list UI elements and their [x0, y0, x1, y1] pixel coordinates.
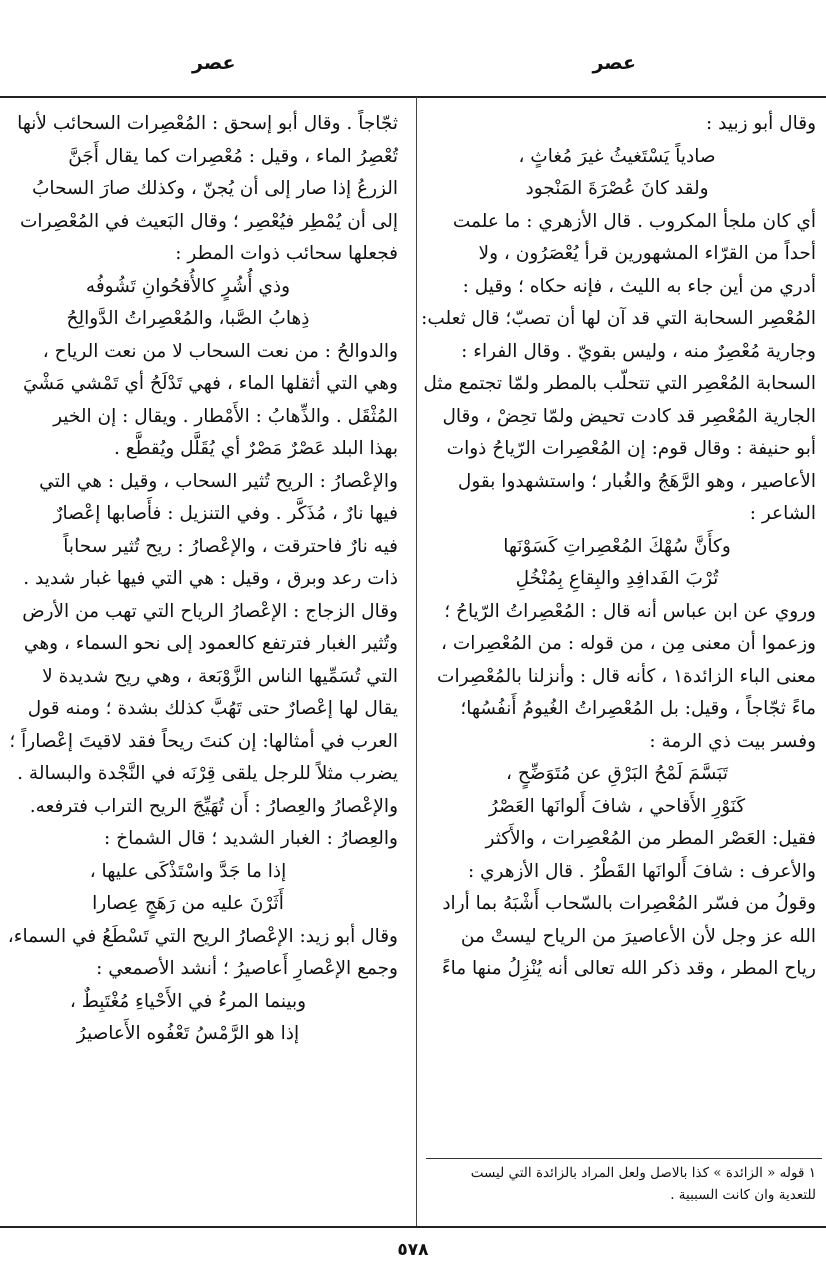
text-line: أحداً من القرّاء المشهورين قرأ يُعْصَرُون ، ولا	[478, 243, 816, 264]
verse-line: ولقد كانَ عُصْرَةَ المَنْجود	[525, 178, 709, 199]
verse-line: ذِهابُ الصَّبا، والمُعْصِراتُ الدَّوالِحُ	[66, 308, 310, 329]
left-column	[0, 108, 398, 1051]
text-line: وقولُ من فسّر المُعْصِرات بالسّحاب أَشْبَهُ بما أراد	[442, 893, 816, 914]
text-line: الزرعُ إذا صار إلى أن يُجنّ ، وكذلك صارَ السحابُ	[32, 178, 398, 199]
verse-line: أَثَرْنَ عليه من رَهَجٍ عِصارا	[92, 893, 284, 914]
column-divider	[416, 97, 417, 1227]
text-line: الشاعر :	[749, 503, 816, 524]
text-line: وجارية مُعْصِرٌ منه ، وليس بقويّ . وقال الفراء :	[461, 340, 816, 362]
text-line: الله عز وجل لأن الأعاصيرَ من الرياح ليستْ من	[460, 925, 816, 947]
verse-line: تَبَسَّمَ لَمْحُ البَرْقِ عن مُتَوَضِّحٍ ،	[506, 763, 728, 784]
text-line: معنى الباء الزائدة١ ، كأنه قال : وأنزلنا بالمُعْصِرات	[437, 665, 816, 687]
text-line: فيها نارٌ ، مُذَكَّر . وفي التنزيل : فأَصابها إعْصارٌ	[53, 503, 398, 524]
text-line: ١ قوله « الزائدة » كذا بالاصل ولعل المراد بالزائدة التي ليست	[470, 1165, 816, 1181]
text-line: السحابة المُعْصِر التي تتحلّب بالمطر ولمّا تجتمع مثل	[423, 373, 816, 394]
text-line: فيه نارٌ فاحترقت ، والإعْصارُ : ريح تُثير سحاباً	[63, 535, 398, 557]
text-line: فجعلها سحائب ذوات المطر :	[175, 243, 398, 264]
text-line: والأعرف : شافَ أَلوانَها القَطْرُ . قال الأزهري :	[467, 860, 816, 882]
right-column	[418, 108, 816, 986]
verse-line: وذي أُشُرٍ كالأُقحُوانِ تَشُوفُه	[85, 275, 291, 297]
text-line: ذات رعد وبرق ، وقيل : هي التي فيها غبار شديد .	[23, 568, 398, 589]
text-line: تُعْصِرُ الماء ، وقيل : مُعْصِرات كما يقال أَجَنَّ	[68, 145, 398, 167]
header-rule	[0, 96, 826, 98]
text-line: أي كان ملجأ المكروب . قال الأزهري : ما علمت	[452, 210, 816, 232]
text-line: يضرب مثلاً للرجل يلقى قِرْنَه في النَّجْدة والبسالة .	[17, 763, 398, 784]
text-line: فقيل: العَصْر المطر من المُعْصِرات ، والأَكثر	[485, 828, 816, 849]
verse-line: إذا ما جَدَّ واسْتَذْكَى عليها ،	[89, 860, 287, 882]
verse-line: تُرْبَ الفَدافِدِ والبِقاعِ بِمُنْخُلِ	[515, 568, 719, 589]
text-line: للتعدية وان كانت السببية .	[670, 1187, 816, 1203]
running-header-right: عصر	[592, 52, 636, 74]
text-line: أبو حنيفة : وقال قوم: إن المُعْصِرات الرّياحُ ذوات	[446, 438, 816, 459]
text-line: وزعموا أن معنى مِن ، من قوله : من المُعْصِرات ،	[441, 633, 816, 654]
text-line: وقال أبو زيد: الإعْصارُ الريح التي تَسْطَعُ في السماء،	[7, 925, 398, 947]
footnote	[416, 1162, 816, 1206]
text-line: وتُثير الغبار فترتفع كالعمود إلى نحو السماء ، وهي	[23, 633, 398, 654]
text-line: وفسر بيت ذي الرمة :	[649, 730, 816, 752]
text-line: ماءً ثجّاجاً ، وقيل: بل المُعْصِراتُ الغُيومُ أَنفُسُها؛	[460, 698, 816, 719]
text-line: والدوالحُ : من نعت السحاب لا من نعت الرياح ،	[42, 340, 398, 362]
text-line: العرب في أمثالها: إن كنتَ ريحاً فقد لاقيتَ إعْصاراً ؛	[9, 730, 398, 752]
verse-line: وبينما المرءُ في الأَحْياءِ مُغْتَبِطٌ ،	[69, 990, 307, 1012]
text-line: الجارية المُعْصِر قد كادت تحيض ولمّا تحِضْ ، وقال	[442, 405, 816, 427]
text-line: والإعْصارُ : الريح تُثير السحاب ، وقيل : هي التي	[39, 470, 398, 492]
verse-line: كَنَوْرِ الأَقاحي ، شافَ أَلوانَها العَصْرُ	[488, 795, 746, 817]
text-line: يقال لها إعْصارٌ حتى تَهُبَّ كذلك بشدة ؛ ومنه قول	[27, 698, 398, 719]
text-line: أدري من أين جاء به الليث ، فإنه حكاه ؛ وقيل :	[462, 275, 816, 297]
text-line: بهذا البلد عَصْرٌ مَصْرٌ أي يُقَلَّل ويُقطَّع .	[114, 438, 398, 459]
text-line: المُعْصِر السحابة التي قد آن لها أن تصبّ؛ قال ثعلب:	[421, 308, 816, 329]
text-line: وجمع الإعْصارِ أَعاصيرُ ؛ أنشد الأصمعي :	[96, 958, 398, 979]
text-line: ثجّاجاً . وقال أبو إسحق : المُعْصِرات السحائب لأنها	[17, 113, 398, 134]
text-line: إلى أن يُمْطِر فيُعْصِر ؛ وقال البَعيث في المُعْصِرات	[19, 210, 398, 232]
footnote-rule	[426, 1158, 822, 1159]
footer-rule	[0, 1226, 826, 1228]
text-line: المُثْقَل . والذِّهابُ : الأَمْطار . ويقال : إن الخير	[53, 405, 398, 427]
verse-line: صادياً يَسْتَغيثُ غيرَ مُغاثٍ ،	[518, 145, 716, 167]
text-line: وروي عن ابن عباس أنه قال : المُعْصِراتُ الرّياحُ ؛	[444, 600, 816, 622]
running-header-left: عصر	[192, 52, 236, 74]
text-line: وهي التي أثقلها الماء ، فهي تَدْلَحُ أي تَمْشي مَشْيَ	[23, 373, 398, 394]
verse-line: وكأَنَّ سُهْكَ المُعْصِراتِ كَسَوْنَها	[503, 535, 731, 557]
text-line: والإعْصارُ والعِصارُ : أَن تُهَيِّجَ الريح التراب فترفعه.	[29, 795, 398, 817]
text-line: والعِصارُ : الغبار الشديد ؛ قال الشماخ :	[104, 828, 398, 849]
text-line: الأعاصير ، وهو الرَّهَجُ والغُبار ؛ واستشهدوا بقول	[457, 470, 816, 492]
text-line: وقال الزجاج : الإعْصارُ الرياح التي تهب من الأرض	[22, 600, 398, 622]
verse-line: إذا هو الرَّمْسُ تَعْفُوه الأَعاصيرُ	[76, 1023, 300, 1044]
text-line: وقال أبو زبيد :	[706, 113, 816, 134]
page-number: ٥٧٨	[397, 1240, 429, 1260]
text-line: رياح المطر ، وقد ذكر الله تعالى أنه يُنْزِلُ منها ماءً	[441, 958, 816, 979]
text-line: التي تُسَمِّيها الناس الزَّوْبَعة ، وهي ريح شديدة لا	[42, 665, 398, 687]
